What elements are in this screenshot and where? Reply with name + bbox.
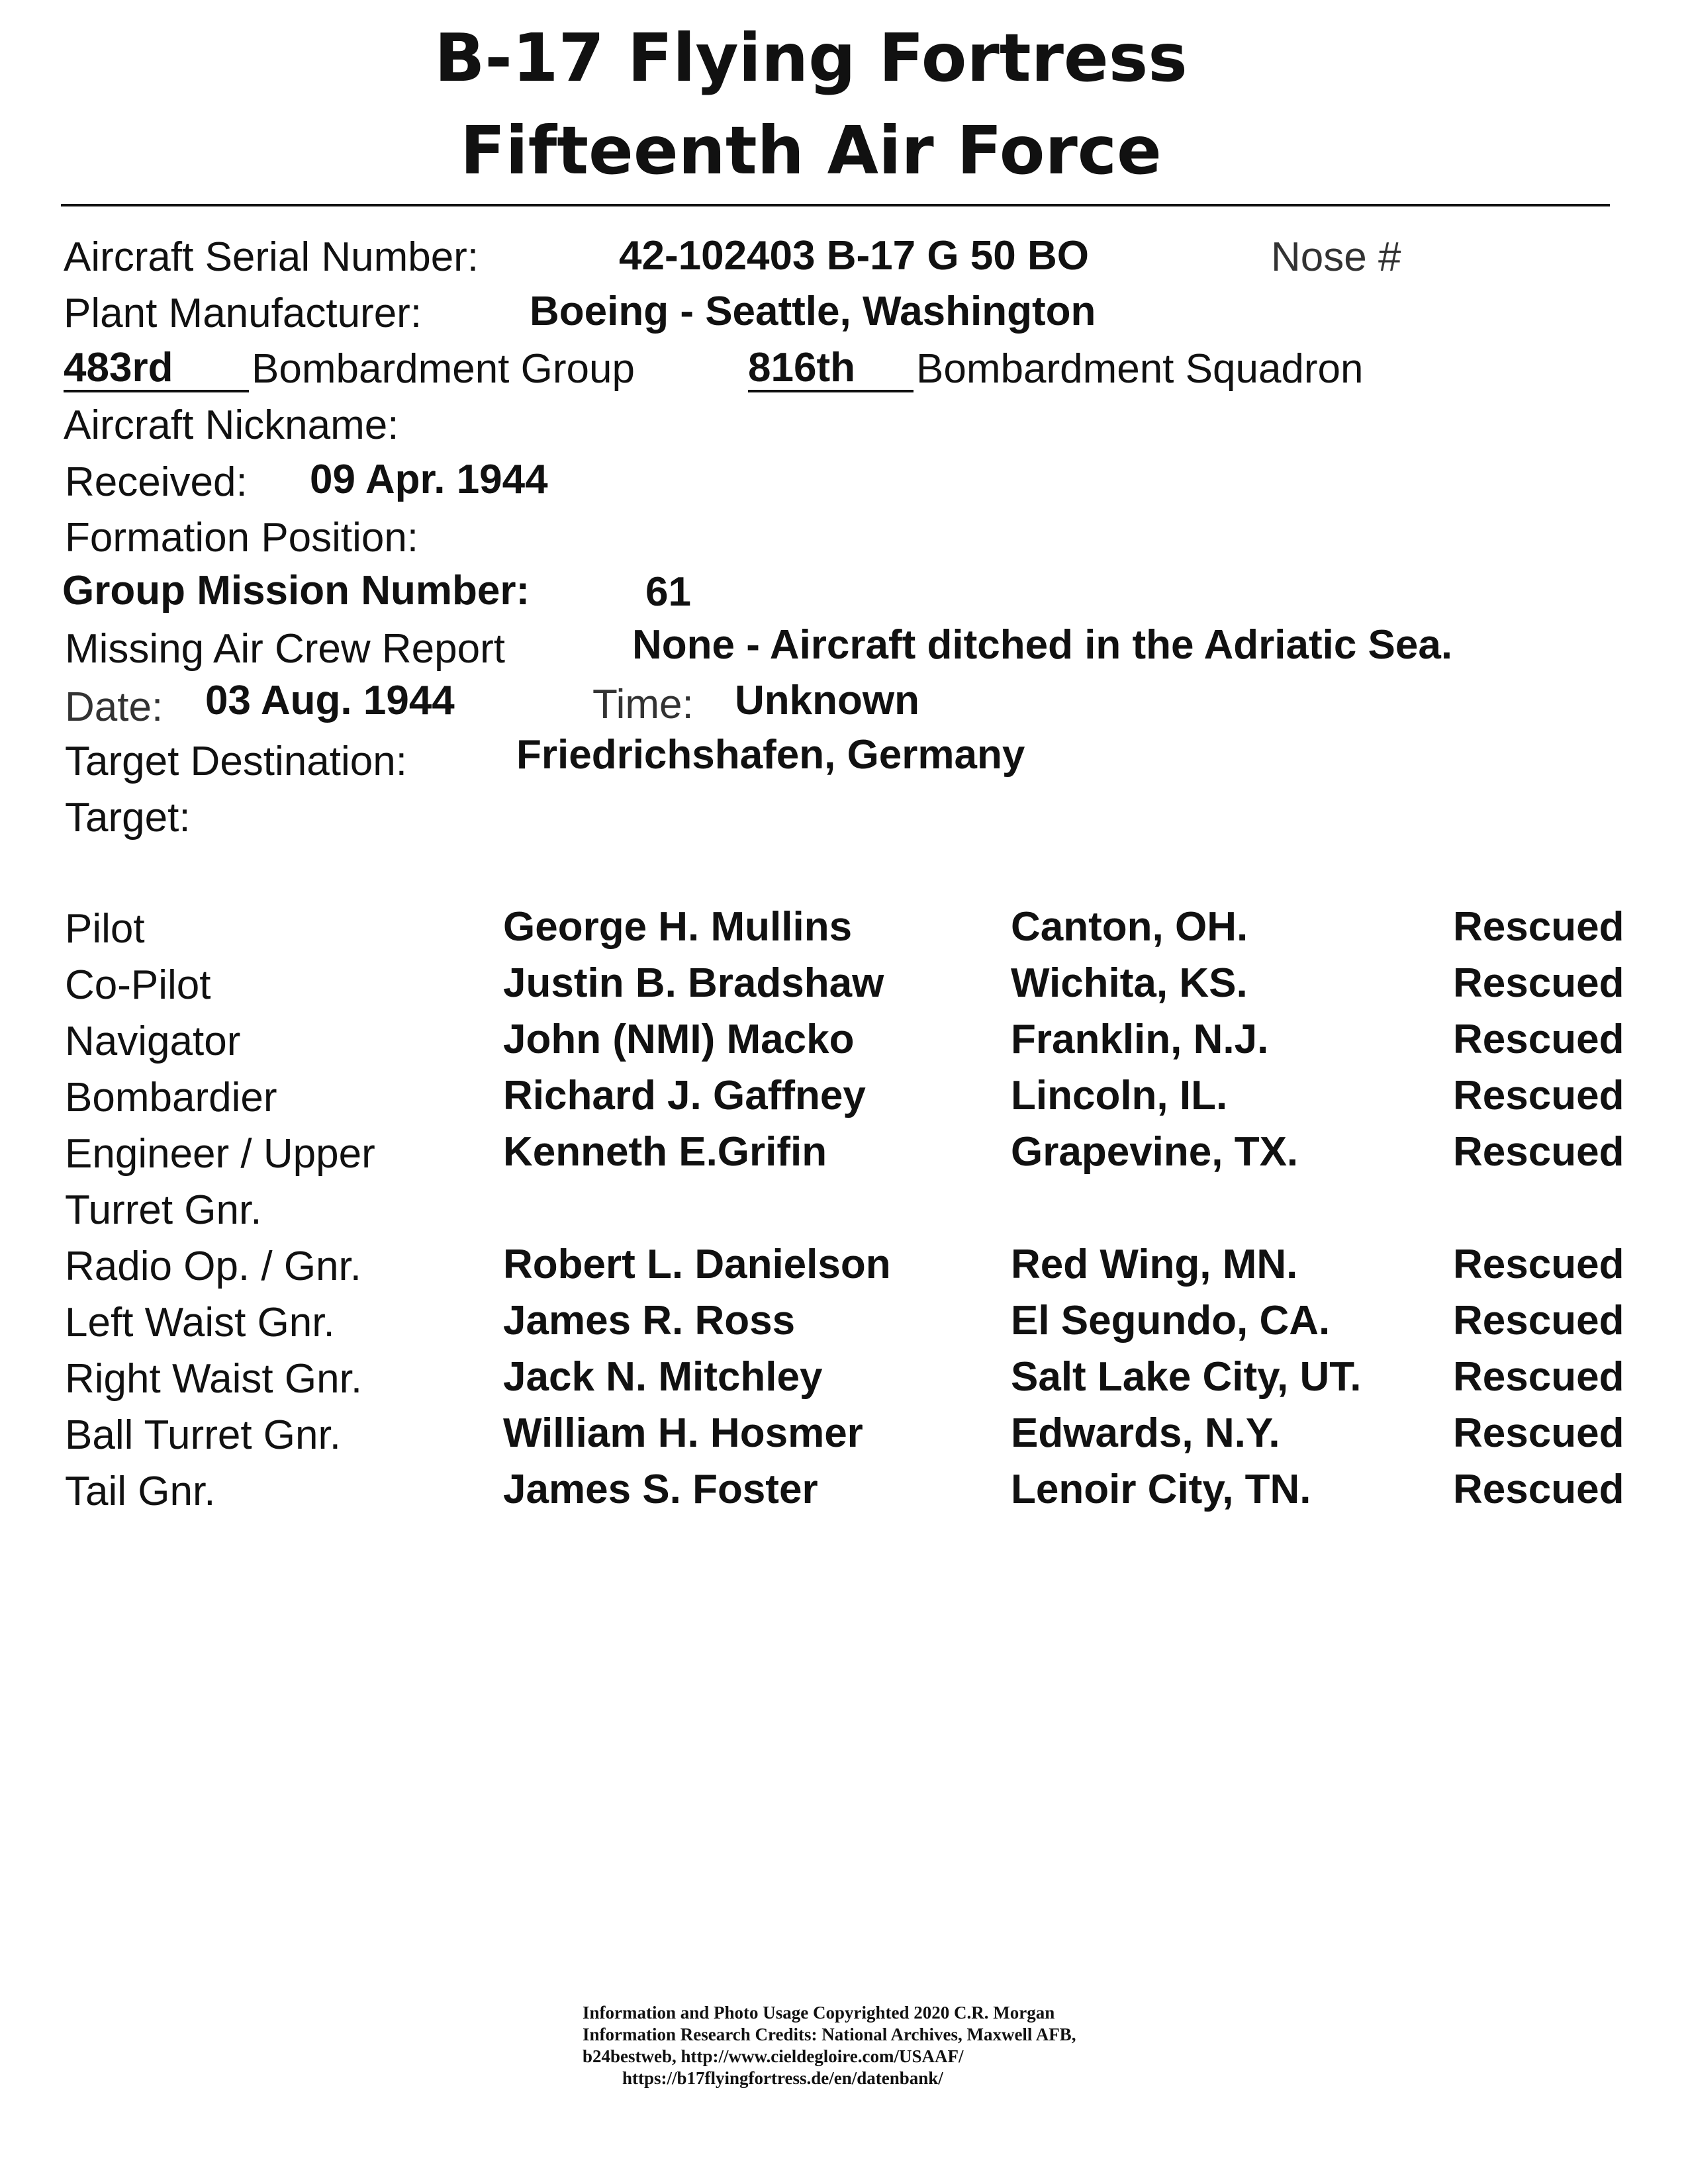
crew-position: Co-Pilot [65, 962, 211, 1008]
crew-status: Rescued [1453, 1073, 1624, 1118]
title-divider [61, 204, 1610, 206]
crew-position: Tail Gnr. [65, 1469, 216, 1514]
formation-label: Formation Position: [65, 515, 419, 561]
crew-status: Rescued [1453, 1129, 1624, 1175]
crew-status: Rescued [1453, 1410, 1624, 1456]
plant-value: Boeing - Seattle, Washington [530, 289, 1096, 334]
serial-value: 42-102403 B-17 G 50 BO [619, 233, 1089, 279]
crew-hometown: Lenoir City, TN. [1011, 1467, 1311, 1512]
footer-credits-url: https://b17flyingfortress.de/en/datenbank/ [622, 2068, 943, 2088]
crew-name: Richard J. Gaffney [503, 1073, 866, 1118]
page-subtitle: Fifteenth Air Force [460, 112, 1162, 189]
mission-value: 61 [645, 569, 691, 615]
crew-position: Navigator [65, 1019, 241, 1064]
crew-position-line2: Turret Gnr. [65, 1187, 262, 1233]
crew-hometown: Franklin, N.J. [1011, 1017, 1269, 1062]
macr-value: None - Aircraft ditched in the Adriatic Sea. [632, 622, 1453, 668]
crew-status: Rescued [1453, 1354, 1624, 1400]
footer-copyright: Information and Photo Usage Copyrighted 2020 C.R. Morgan [583, 2003, 1055, 2023]
crew-status: Rescued [1453, 1298, 1624, 1343]
crew-status: Rescued [1453, 1467, 1624, 1512]
crew-name: Robert L. Danielson [503, 1242, 891, 1287]
crew-position: Radio Op. / Gnr. [65, 1244, 361, 1289]
crew-hometown: Grapevine, TX. [1011, 1129, 1299, 1175]
nickname-label: Aircraft Nickname: [64, 402, 399, 448]
crew-hometown: Wichita, KS. [1011, 960, 1248, 1006]
crew-position: Right Waist Gnr. [65, 1356, 363, 1402]
crew-status: Rescued [1453, 904, 1624, 950]
date-label: Date: [65, 684, 164, 730]
crew-name: John (NMI) Macko [503, 1017, 855, 1062]
crew-position: Ball Turret Gnr. [65, 1412, 341, 1458]
squadron-label: Bombardment Squadron [916, 346, 1364, 392]
crew-hometown: Canton, OH. [1011, 904, 1248, 950]
mission-label: Group Mission Number: [62, 568, 530, 614]
crew-hometown: El Segundo, CA. [1011, 1298, 1331, 1343]
destination-value: Friedrichshafen, Germany [516, 732, 1025, 778]
group-value: 483rd [64, 347, 249, 392]
page-title: B-17 Flying Fortress [434, 19, 1188, 97]
crew-status: Rescued [1453, 1242, 1624, 1287]
crew-name: Jack N. Mitchley [503, 1354, 823, 1400]
crew-status: Rescued [1453, 960, 1624, 1006]
serial-label: Aircraft Serial Number: [64, 234, 479, 280]
crew-position: Pilot [65, 906, 145, 952]
crew-name: William H. Hosmer [503, 1410, 863, 1456]
crew-status: Rescued [1453, 1017, 1624, 1062]
received-label: Received: [65, 459, 248, 505]
date-value: 03 Aug. 1944 [205, 678, 455, 723]
crew-hometown: Lincoln, IL. [1011, 1073, 1228, 1118]
crew-hometown: Edwards, N.Y. [1011, 1410, 1280, 1456]
plant-label: Plant Manufacturer: [64, 291, 422, 336]
time-value: Unknown [735, 678, 919, 723]
macr-label: Missing Air Crew Report [65, 626, 505, 672]
crew-name: Justin B. Bradshaw [503, 960, 884, 1006]
group-label: Bombardment Group [252, 346, 635, 392]
crew-hometown: Red Wing, MN. [1011, 1242, 1298, 1287]
received-value: 09 Apr. 1944 [310, 457, 548, 502]
nose-label: Nose # [1271, 234, 1401, 280]
crew-hometown: Salt Lake City, UT. [1011, 1354, 1362, 1400]
crew-name: James R. Ross [503, 1298, 796, 1343]
time-label: Time: [592, 682, 694, 727]
crew-name: James S. Foster [503, 1467, 818, 1512]
crew-name: Kenneth E.Grifin [503, 1129, 827, 1175]
credits-footer [583, 2002, 1076, 2089]
crew-name: George H. Mullins [503, 904, 853, 950]
destination-label: Target Destination: [65, 739, 407, 784]
crew-position: Left Waist Gnr. [65, 1300, 335, 1345]
footer-credits-links: b24bestweb, http://www.cieldegloire.com/USAAF/ [583, 2046, 964, 2066]
crew-position: Engineer / Upper [65, 1131, 375, 1177]
footer-credits: Information Research Credits: National Archives, Maxwell AFB, [583, 2025, 1076, 2044]
target-label: Target: [65, 795, 191, 841]
crew-position: Bombardier [65, 1075, 277, 1120]
squadron-value: 816th [748, 347, 914, 392]
